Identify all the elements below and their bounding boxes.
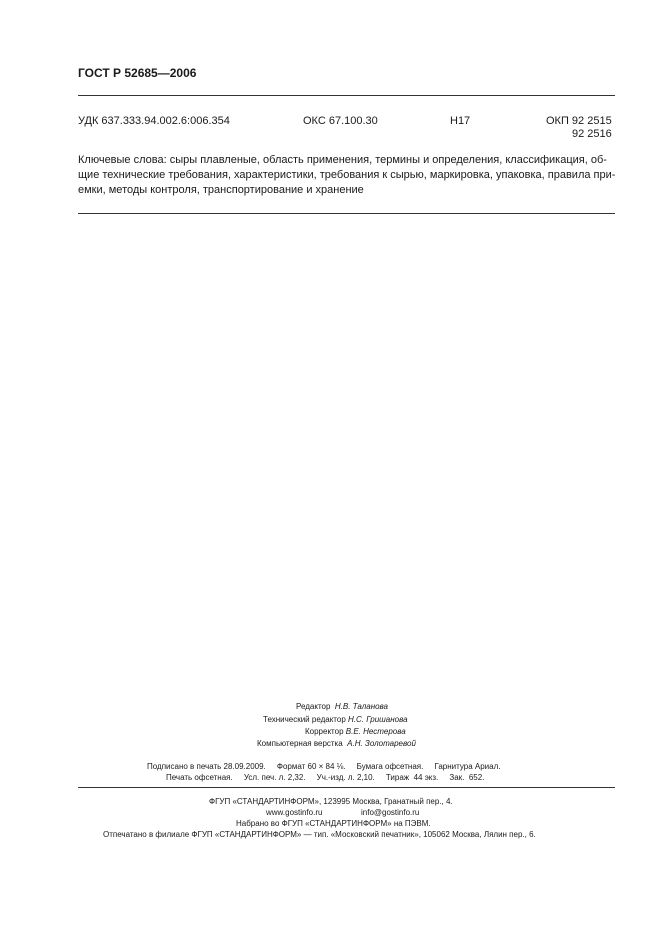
okp-code-2: 92 2516 (572, 128, 612, 140)
imprint-divider (78, 787, 615, 788)
tech-editor-name: Н.С. Гришанова (348, 715, 408, 724)
imprint-line-2: Печать офсетная. Усл. печ. л. 2,32. Уч.-изд. л. 2,10. Тираж 44 экз. Зак. 652. (166, 773, 485, 782)
imprint-line-1: Подписано в печать 28.09.2009. Формат 60 × 84 ⅛. Бумага офсетная. Гарнитура Ариал. (147, 762, 501, 771)
editor-role: Редактор (296, 702, 331, 711)
okp-code-1: ОКП 92 2515 (546, 115, 612, 127)
layout-credit (257, 739, 416, 748)
keywords-line: щие технические требования, характеристики, требования к сырью, маркировка, упаковка, правила при- (78, 169, 616, 181)
keywords-paragraph (78, 153, 615, 198)
proofreader-role: Корректор (305, 727, 344, 736)
udk-code: УДК 637.333.94.002.6:006.354 (78, 115, 230, 127)
editor-credit (296, 702, 388, 711)
publisher-website[interactable]: www.gostinfo.ru (266, 808, 323, 817)
keywords-line: Ключевые слова: сыры плавленые, область применения, термины и определения, классификация, об- (78, 154, 607, 166)
proofreader-credit (305, 727, 406, 736)
publisher-email[interactable]: info@gostinfo.ru (361, 808, 420, 817)
header-divider (78, 95, 615, 96)
layout-role: Компьютерная верстка (257, 739, 343, 748)
editor-name: Н.В. Таланова (334, 702, 389, 711)
proofreader-name: В.Е. Нестерова (345, 727, 406, 736)
layout-name: А.Н. Золотаревой (347, 739, 416, 748)
typesetting-note: Набрано во ФГУП «СТАНДАРТИНФОРМ» на ПЭВМ. (236, 819, 431, 828)
group-code: Н17 (450, 115, 471, 127)
keywords-line: емки, методы контроля, транспортирование и хранение (78, 184, 364, 196)
tech-editor-credit (263, 715, 408, 724)
standard-title: ГОСТ Р 52685—2006 (78, 66, 197, 80)
oks-code: ОКС 67.100.30 (303, 115, 378, 127)
keywords-divider (78, 213, 615, 214)
publisher-address: ФГУП «СТАНДАРТИНФОРМ», 123995 Москва, Гранатный пер., 4. (209, 797, 453, 806)
printing-note: Отпечатано в филиале ФГУП «СТАНДАРТИНФОРМ» — тип. «Московский печатник», 105062 Москва, Лялин пер., 6. (103, 830, 536, 839)
tech-editor-role: Технический редактор (263, 715, 346, 724)
